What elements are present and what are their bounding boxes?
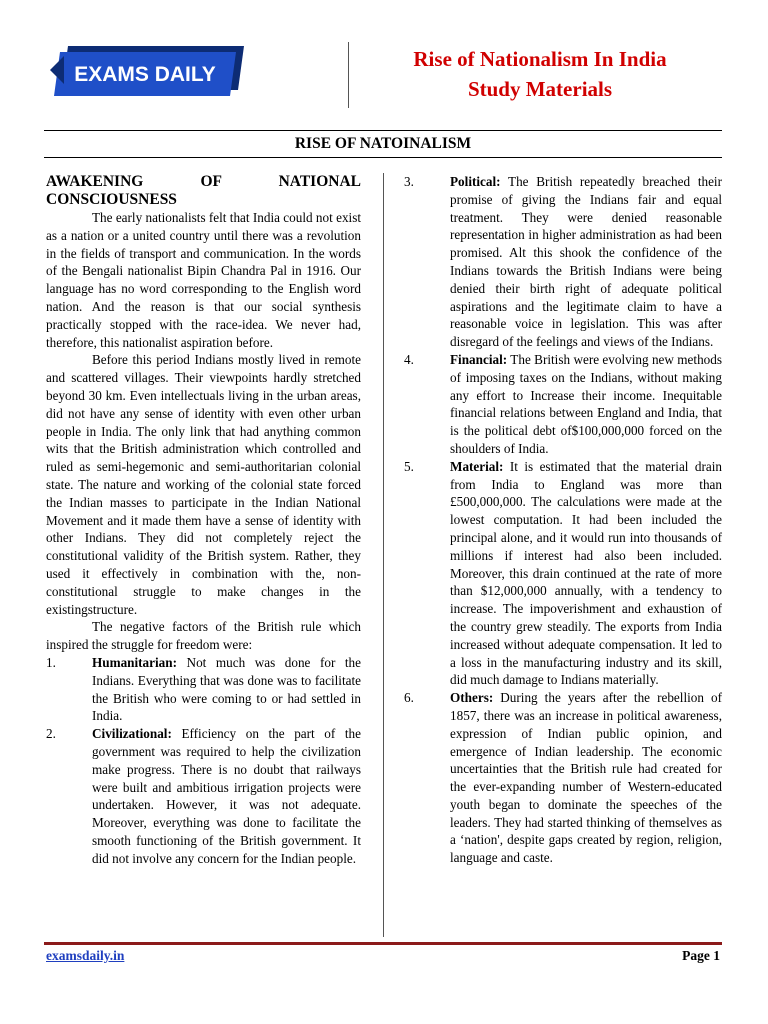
- left-column: [46, 173, 361, 867]
- list-number: 5.: [404, 458, 414, 474]
- list-body: [450, 689, 722, 867]
- list-label: Humanitarian:: [92, 654, 177, 670]
- footer-rule: [44, 942, 722, 945]
- page-title: [360, 44, 720, 104]
- list-item: [404, 458, 722, 689]
- list-text: Efficiency on the part of the government was required to help the civilization make progress. There is no doubt that railways were built and ambitious irrigation projects were undertaken. However, it was not adequate. Moreover, everything was done to facilitate the smooth functioning of the British government. It did not involve any concern for the Indian people.: [92, 726, 361, 866]
- paragraph-1: The early nationalists felt that India could not exist as a nation or a united country until there was a revolution in the fields of transport and communication. In the words of the Bengali nationalist Bipin Chandra Pal in 1916. Our language has no word corresponding to the English word nation. And the reason is that our social synthesis practically stopped with the race-idea. We never had, therefore, this nationalist aspiration before.: [46, 210, 361, 350]
- list-item: [46, 654, 361, 725]
- list-text: During the years after the rebellion of 1857, there was an increase in political awareness, expression of Indian public opinion, and emergence of Indian leadership. The economic uncertainties that the British rule had created for the ever-expanding number of Western-educated youth began to dominate the speeches of the leaders. They had started thinking of themselves as a ‘nation', despite gaps created by region, religion, language and caste.: [450, 690, 722, 866]
- title-line-2: Study Materials: [467, 77, 613, 101]
- list-body: [450, 458, 722, 689]
- section-heading: [46, 173, 361, 209]
- list-item: [404, 351, 722, 458]
- exams-daily-logo: [46, 44, 246, 100]
- list-number: 1.: [46, 654, 56, 670]
- logo-text: EXAMS DAILY: [74, 63, 216, 86]
- list-text: Not much was done for the Indians. Everything that was done was to facilitate the British who were coming to or had settled in India.: [92, 654, 361, 724]
- heading-line-1: AWAKENING OF NATIONAL: [46, 173, 361, 190]
- list-body: [450, 173, 722, 351]
- list-number: 6.: [404, 690, 414, 706]
- list-label: Material:: [450, 458, 504, 474]
- page-number: Page 1: [682, 948, 720, 963]
- title-line-1: Rise of Nationalism In India: [413, 47, 667, 71]
- footer-website-link[interactable]: examsdaily.in: [46, 948, 125, 963]
- paragraph-3: The negative factors of the British rule which inspired the struggle for freedom were:: [46, 619, 361, 653]
- heading-line-2: CONSCIOUSNESS: [46, 191, 177, 208]
- list-item: [404, 689, 722, 867]
- list-label: Others:: [450, 690, 494, 706]
- list-text: It is estimated that the material drain from India to England was more than £500,000,000. The calculations were made at the lowest computation. It had been included the principal alone, and it would run into thousands of millions if interest had also been included. Moreover, this drain continued at the rate of more than $12,000,000 annually, with a tendency to increase. The impoverishment and exhaustion of the country grew steadily. The exports from India increased without adequate compensation. It led to a loss in the manufacturing industry and its skill, did much damage to Indians materially.: [450, 458, 722, 688]
- list-number: 4.: [404, 351, 414, 367]
- list-text: The British were evolving new methods of imposing taxes on the Indians, without making any effort to Increase their income. Inequitable financial relations between England and India, that is the political debt of$100,000,000 forced on the shoulders of India.: [450, 351, 722, 456]
- list-body: [92, 654, 361, 725]
- list-text: The British repeatedly breached their promise of giving the Indians fair and equal treatment. They were denied reasonable representation in higher administration as had been promised. Alt this shook the confidence of the Indians towards the British Indians were being denied their birth right of adequate political aspirations and the legitimate claim to have a reasonable voice in legislation. This was after disregard of the feelings and views of the Indians.: [450, 174, 722, 350]
- list-number: 2.: [46, 726, 56, 742]
- list-label: Civilizational:: [92, 726, 172, 742]
- list-label: Financial:: [450, 351, 508, 367]
- list-item: [404, 173, 722, 351]
- paragraph-2: Before this period Indians mostly lived in remote and scattered villages. Their viewpoints hardly stretched beyond 30 km. Even intellectuals living in the urban areas, did not have any sense of identity with even other urban people in India. The only link that had anything common wits that the British administration which controlled and ruled as semi-hegemonic and semi-authoritarian colonial state. The nature and working of the colonial state forced the Indian masses to participate in the Indian National Movement and it made them have a sense of identity with other Indians. They did not completely reject the constitutional validity of the British system. Rather, they used it effectively in combination with the, non-constitutional struggle to make changes in the existingstructure.: [46, 352, 361, 617]
- list-number: 3.: [404, 174, 414, 189]
- section-title: RISE OF NATOINALISM: [44, 130, 722, 158]
- header-divider: [348, 42, 349, 108]
- list-body: [450, 351, 722, 458]
- list-body: [92, 725, 361, 867]
- list-item: [46, 725, 361, 867]
- right-column: [404, 173, 722, 867]
- column-divider: [383, 173, 384, 937]
- list-label: Political:: [450, 174, 501, 189]
